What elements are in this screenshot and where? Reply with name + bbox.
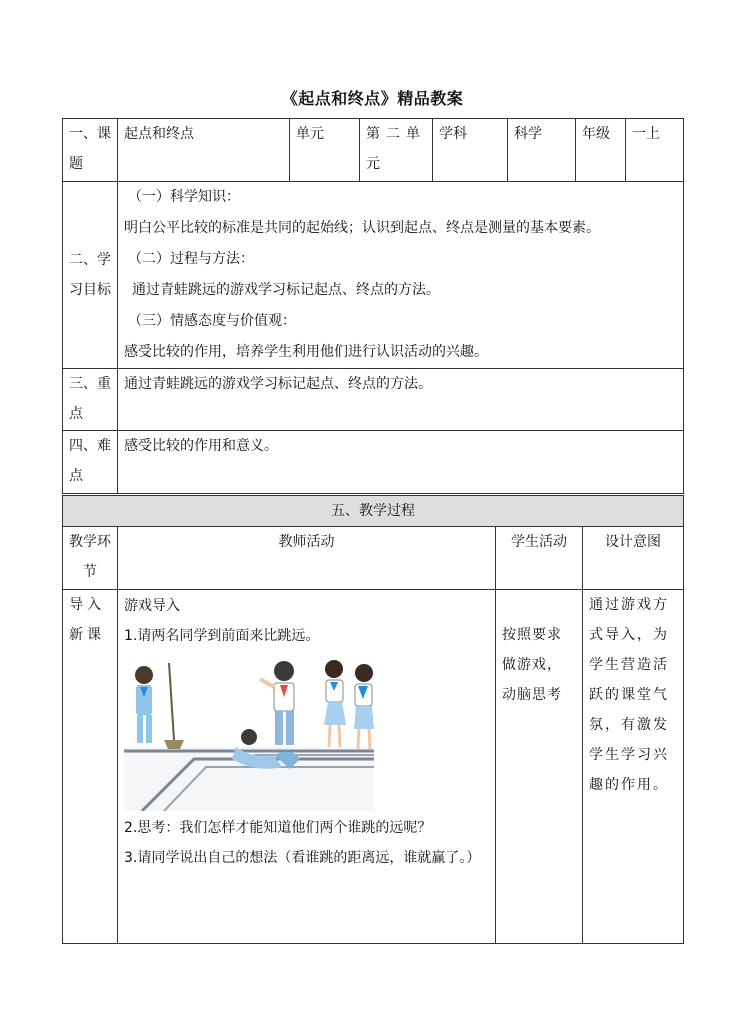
goals-method-text: 通过青蛙跳远的游戏学习标记起点、终点的方法。: [132, 282, 440, 298]
goals-label: 二、学习目标: [63, 182, 118, 369]
page-title: 《起点和终点》精品教案: [281, 89, 464, 108]
difficulty-label: 四、难点: [63, 431, 118, 494]
student-cell: 按照要求做游戏，动脑思考: [496, 590, 583, 944]
column-teacher: 教师活动: [118, 527, 496, 590]
process-heading: 五、教学过程: [63, 496, 684, 527]
key-point-row: [63, 369, 684, 431]
grade-label: 年级: [576, 119, 626, 182]
subject-label: 学科: [433, 119, 508, 182]
long-jump-illustration: [124, 655, 374, 811]
process-row-intro: [63, 590, 684, 944]
difficulty-row: [63, 431, 684, 494]
column-student: 学生活动: [496, 527, 583, 590]
process-heading-row: [63, 496, 684, 527]
goals-heading-method: （二）过程与方法：: [128, 251, 254, 267]
unit-value: 第二单元: [360, 119, 433, 182]
goals-row: [63, 182, 684, 369]
teacher-step-2: 2.思考：我们怎样才能知道他们两个谁跳的远呢？: [124, 820, 432, 836]
teacher-step-3: 3.请同学说出自己的想法（看谁跳的距离远，谁就赢了。）: [124, 850, 481, 866]
lesson-info-table: [62, 118, 684, 494]
topic-value: 起点和终点: [118, 119, 290, 182]
key-point-label: 三、重点: [63, 369, 118, 431]
goals-attitude-text: 感受比较的作用，培养学生利用他们进行认识活动的兴趣。: [124, 344, 488, 360]
process-columns-row: [63, 527, 684, 590]
difficulty-text: 感受比较的作用和意义。: [118, 431, 684, 494]
goals-content: [118, 182, 684, 369]
unit-label: 单元: [290, 119, 360, 182]
goals-knowledge-text: 明白公平比较的标准是共同的起始线；认识到起点、终点是测量的基本要素。: [124, 220, 600, 236]
teacher-heading: 游戏导入: [124, 598, 180, 614]
teacher-cell: [118, 590, 496, 944]
grade-value: 一上: [626, 119, 684, 182]
key-point-text: 通过青蛙跳远的游戏学习标记起点、终点的方法。: [118, 369, 684, 431]
stage-cell: 导入新课: [63, 590, 118, 944]
teacher-step-1: 1.请两名同学到前面来比跳远。: [124, 628, 320, 644]
topic-row: [63, 119, 684, 182]
subject-value: 科学: [508, 119, 576, 182]
process-table: [62, 495, 684, 944]
goals-heading-attitude: （三）情感态度与价值观：: [128, 313, 296, 329]
column-stage: 教学环节: [63, 527, 118, 590]
column-intent: 设计意图: [583, 527, 684, 590]
goals-heading-knowledge: （一）科学知识：: [128, 189, 240, 205]
intent-cell: 通过游戏方式导入，为学生营造活跃的课堂气氛，有激发学生学习兴趣的作用。: [583, 590, 684, 944]
topic-label: 一、课题: [63, 119, 118, 182]
